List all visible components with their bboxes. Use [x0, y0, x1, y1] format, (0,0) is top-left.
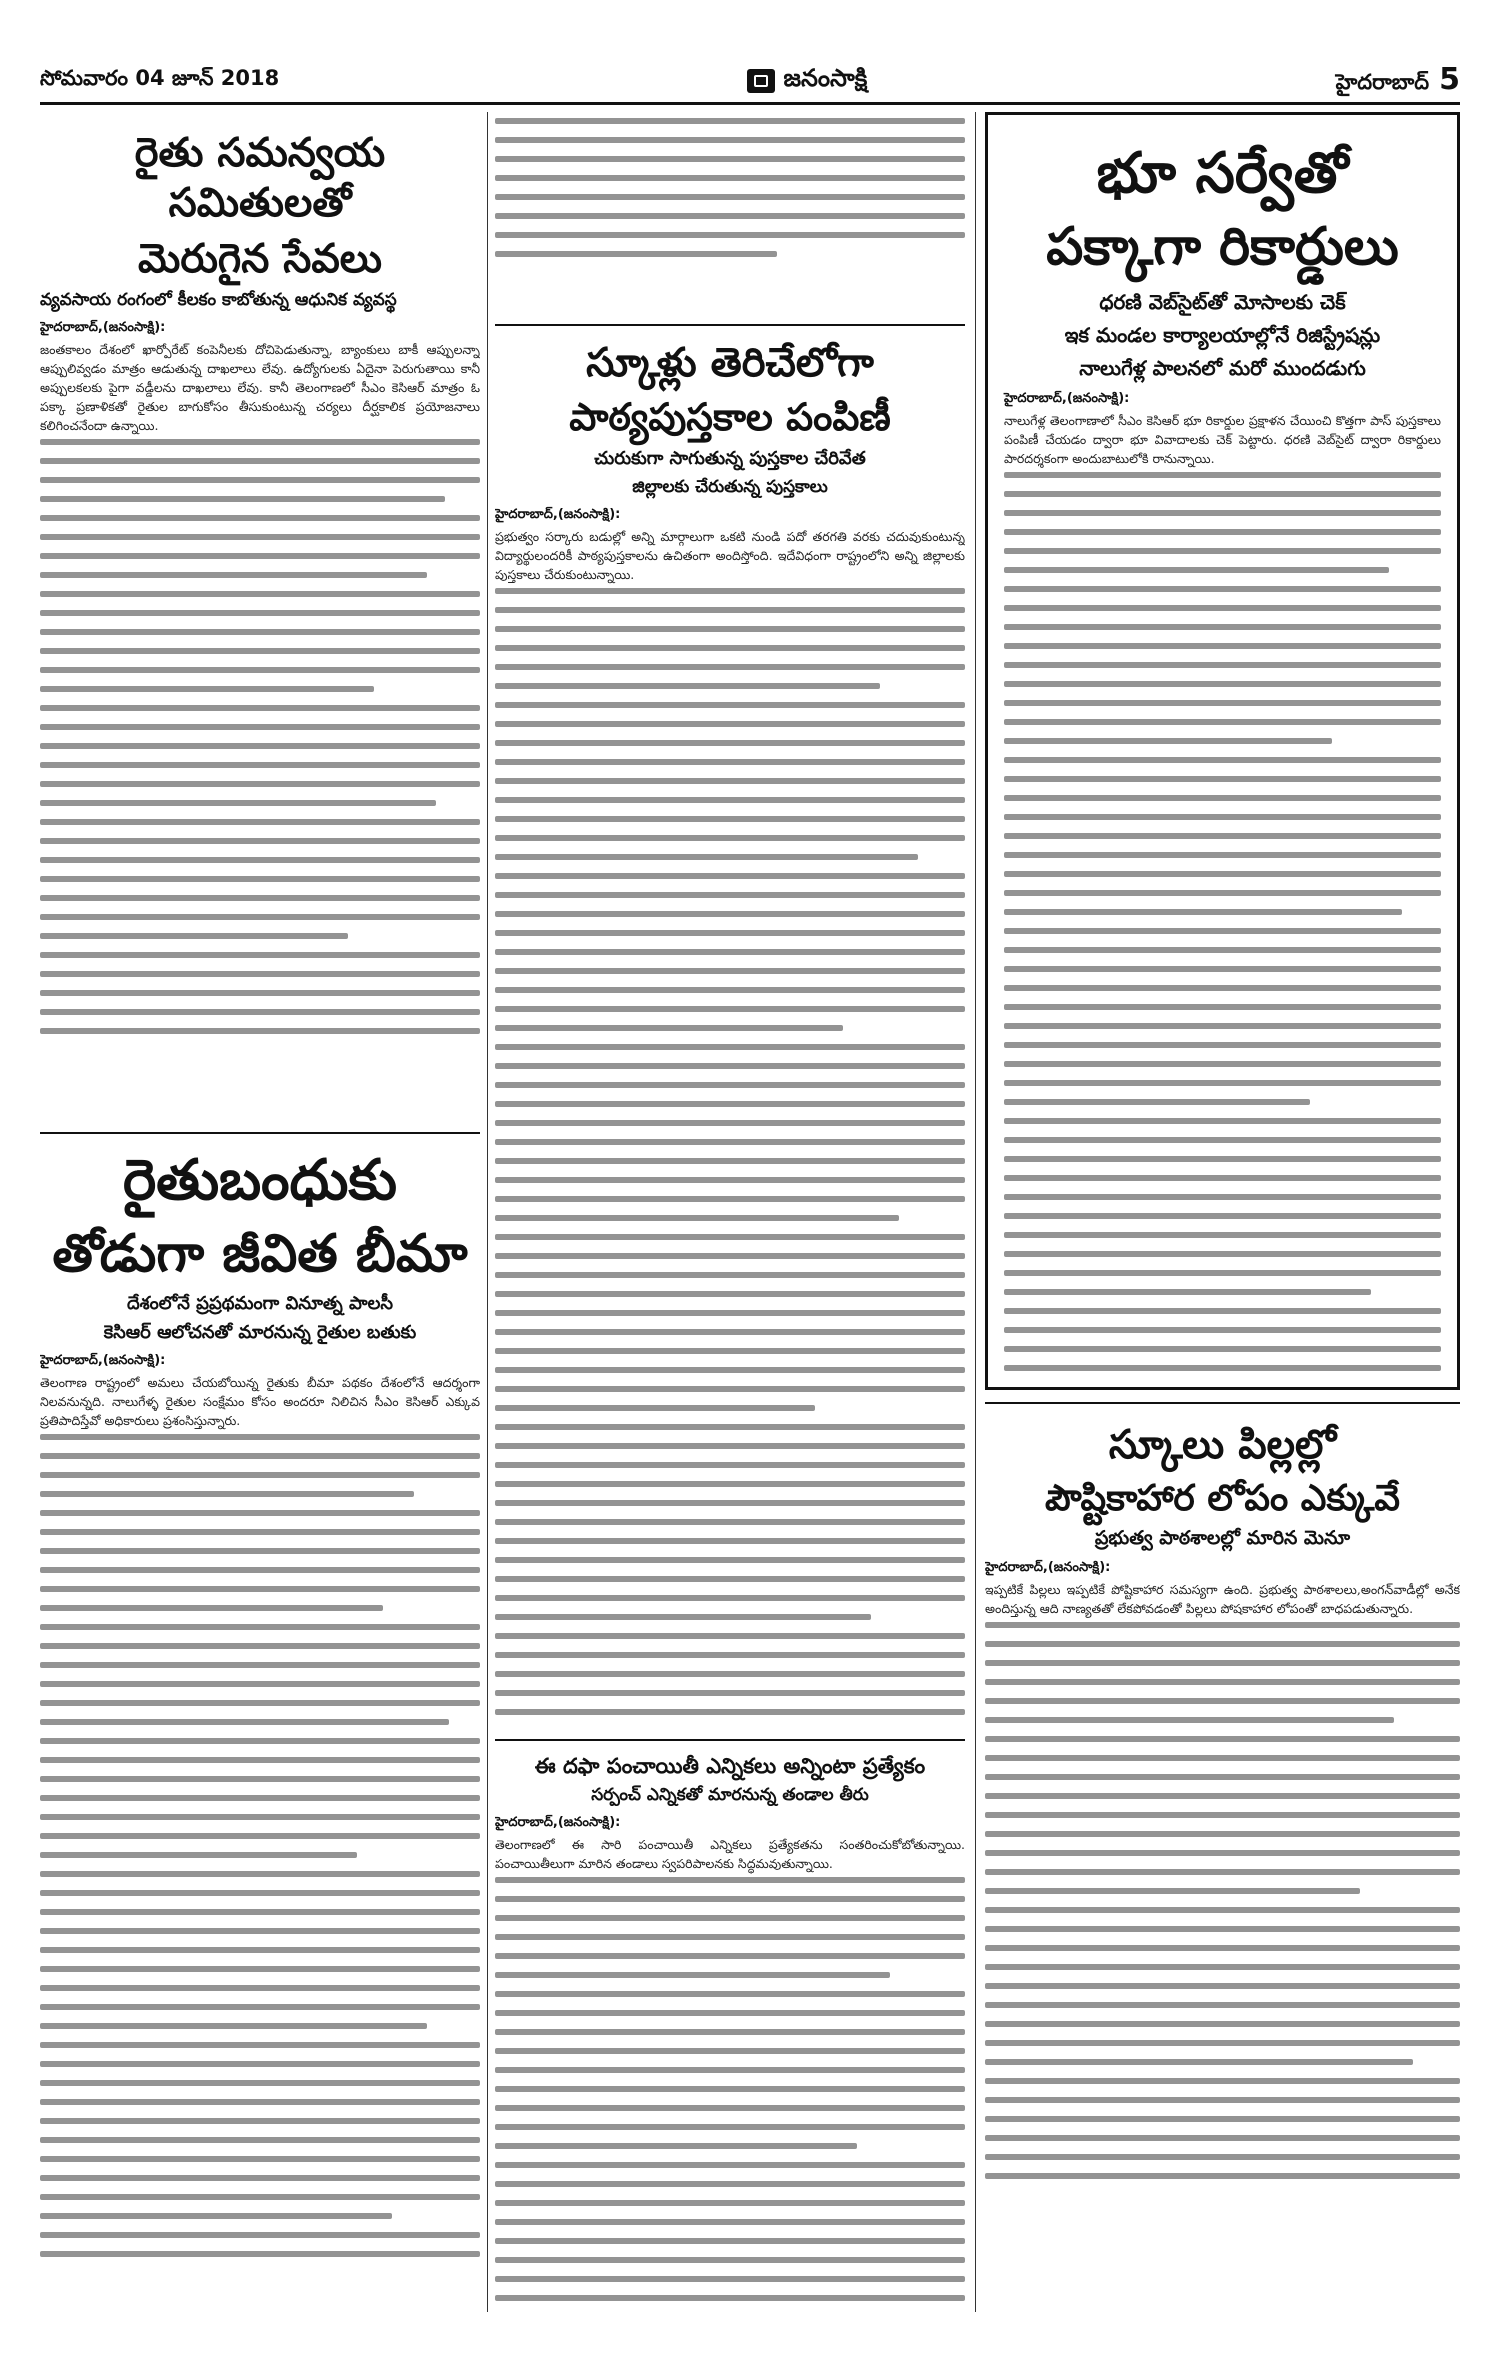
article-dateline: హైదరాబాద్,(జనంసాక్షి): — [495, 506, 621, 522]
article-body — [495, 1835, 965, 2312]
article-lead: ఇప్పటికే పిల్లలు ఇప్పటికే పోష్టికాహార సమస్యగా ఉంది. ప్రభుత్వ పాఠశాలలు,అంగన్‌వాడీల్లో అనేక అందిస్తున్న ఆది నాణ్యతతో లేకపోవడంతో పిల్లలు పోషకాహార లోపంతో బాధపడుతున్నారు. — [985, 1582, 1460, 1616]
article-dateline: హైదరాబాద్,(జనంసాక్షి): — [40, 1353, 166, 1368]
article-deck: దేశంలోనే ప్రప్రథమంగా వినూత్న పాలసీ — [126, 1293, 393, 1314]
article-text-block — [495, 1877, 965, 2312]
article-subdeck: కెసిఆర్ ఆలోచనతో మారనున్న రైతుల బతుకు — [103, 1322, 417, 1343]
edition-city: హైదరాబాద్ — [1335, 70, 1430, 94]
column-divider — [975, 112, 976, 2312]
issue-date: సోమవారం 04 జూన్ 2018 — [40, 66, 280, 90]
brand — [747, 64, 867, 98]
article-separator — [495, 1739, 965, 1741]
article-dateline: హైదరాబాద్,(జనంసాక్షి): — [985, 1560, 1111, 1575]
brand-name: జనంసాక్షి — [783, 64, 868, 92]
article-dateline: హైదరాబాద్,(జనంసాక్షి): — [495, 1814, 621, 1830]
article-deck: ఇక మండల కార్యాలయాల్లోనే రిజిస్ట్రేషన్లు — [1064, 323, 1381, 347]
article-body — [40, 340, 480, 1120]
article-headline: మెరుగైన సేవలు — [138, 236, 382, 282]
article-text-block — [985, 1622, 1460, 2179]
article-deck: ప్రభుత్వ పాఠశాలల్లో మారిన మెనూ — [1094, 1527, 1351, 1549]
article-deck: నాలుగేళ్ల పాలనలో మరో ముందడుగు — [1079, 356, 1366, 380]
article-kicker: వ్యవసాయ రంగంలో కీలకం కాబోతున్న ఆధునిక వ్యవస్థ — [40, 290, 397, 310]
article-lead: ప్రభుత్వం సర్కారు బడుల్లో అన్ని మార్గాలుగా ఒకటి నుండి పదో తరగతి వరకు చదువుకుంటున్న విద్యార్థులందరికీ పాఠ్యపుస్తకాలను ఉచితంగా అందిస్తోంది. ఇదేవిధంగా రాష్ట్రంలోని అన్ని జిల్లాలకు పుస్తకాలు చేరుకుంటున్నాయి. — [495, 528, 965, 582]
article-schools-textbooks — [495, 338, 965, 1727]
left-column — [40, 112, 480, 2312]
article-bhu-survey — [985, 112, 1460, 1390]
masthead-rule — [40, 102, 1460, 105]
article-headline: తోడుగా జీవిత బీమా — [52, 1224, 468, 1284]
article-headline: భూ సర్వేతో — [1096, 141, 1349, 206]
article-text-block — [495, 588, 965, 1715]
article-body — [495, 527, 965, 1727]
article-text-block — [40, 1434, 480, 2257]
article-separator — [495, 324, 965, 326]
article-separator — [985, 1402, 1460, 1404]
article-text-block — [495, 118, 965, 257]
article-rythu-samanvaya — [40, 128, 480, 1120]
article-deck: సర్పంచ్ ఎన్నికతో మారనున్న తండాల తీరు — [591, 1784, 869, 1805]
article-headline: ఈ దఫా పంచాయితీ ఎన్నికలు అన్నింటా ప్రత్యేకం — [534, 1753, 926, 1778]
article-body — [985, 1580, 1460, 2280]
article-headline: రైతు సమన్వయ సమితులతో — [134, 130, 386, 226]
article-deck: చురుకుగా సాగుతున్న పుస్తకాల చేరివేత — [594, 447, 866, 469]
article-continued-text — [495, 112, 965, 312]
article-text-block — [1004, 472, 1441, 1371]
article-lead: జంతకాలం దేశంలో ఖార్పోరేట్ కంపెనీలకు దోచిపెడుతున్నా, బ్యాంకులు బాకీ ఆప్పులన్నా ఆప్పులివ్వడం మాత్రం ఆడుతున్న దాఖలాలు లేవు. ఉద్యోగులకు ఏదైనా పెరుగుతాయి కానీ అప్పులకలకు పైగా వడ్డీలను దాఖలాలు లేవు. కానీ తెలంగాణలో సీఎం కెసిఆర్ మాత్రం ఓ పక్కా ప్రణాళికతో రైతుల బాగుకోసం తీసుకుంటున్న చర్యలు దీర్ఘకాలిక ప్రయోజనాలు కలిగించనేందా ఉన్నాయి. — [40, 342, 480, 433]
article-rythu-bandhu — [40, 1146, 480, 2273]
column-divider — [487, 112, 488, 2312]
article-separator — [40, 1132, 480, 1134]
article-lead: నాలుగేళ్ల తెలంగాణాలో సీఎం కెసిఆర్ భూ రికార్డుల ప్రక్షాళన చేయించి కొత్తగా పాస్ పుస్తకాలు పంపిణీ చేయడం ద్వారా భూ వివాదాలకు చెక్ పెట్టారు. ధరణి వెబ్‌సైట్ ద్వారా రికార్డులు పారదర్శకంగా అందుబాటులోకి రానున్నాయి. — [1004, 413, 1441, 466]
article-headline: పక్కాగా రికార్డులు — [1046, 217, 1399, 277]
article-text-block — [40, 439, 480, 1034]
article-school-nutrition — [985, 1420, 1460, 2280]
right-column — [985, 112, 1460, 2312]
article-dateline: హైదరాబాద్,(జనంసాక్షి): — [40, 320, 166, 335]
article-deck: ధరణి వెబ్‌సైట్‌తో మోసాలకు చెక్ — [1099, 290, 1346, 314]
article-lead: తెలంగాణ రాష్ట్రంలో అమలు చేయబోయిన్న రైతుకు బీమా పథకం దేశంలోనే ఆదర్శంగా నిలవనున్నది. నాలుగేళ్ళ రైతుల సంక్షేమం కోసం అందరూ నిలిచిన సీఎం కెసిఆర్ ఎక్కువ ప్రతిపాదిస్తేవో అధికారులు ప్రశంసిస్తున్నారు. — [40, 1375, 480, 1428]
middle-column — [495, 112, 965, 2312]
article-body — [40, 1373, 480, 2273]
article-subdeck: జిల్లాలకు చేరుతున్న పుస్తకాలు — [632, 476, 828, 497]
article-dateline: హైదరాబాద్,(జనంసాక్షి): — [1004, 391, 1130, 406]
masthead — [40, 62, 1460, 100]
article-headline: పౌష్టికాహార లోపం ఎక్కువే — [1044, 1478, 1401, 1519]
page-ref — [1336, 62, 1460, 100]
newspaper-logo-icon — [747, 69, 775, 93]
page-number: 5 — [1439, 62, 1460, 97]
article-headline: స్కూలు పిల్లల్లో — [1108, 1422, 1337, 1468]
article-lead: తెలంగాణలో ఈ సారి పంచాయితీ ఎన్నికలు ప్రత్యేకతను సంతరించుకోబోతున్నాయి. పంచాయితీలుగా మారిన తండాలు స్వపరిపాలనకు సిద్ధమవుతున్నాయి. — [495, 1836, 965, 1871]
article-panchayat — [495, 1753, 965, 2313]
article-headline: స్కూళ్లు తెరిచేలోగా — [586, 340, 874, 386]
article-headline: పాఠ్యపుస్తకాల పంపిణీ — [569, 395, 891, 439]
article-body — [1004, 411, 1441, 1371]
article-headline: రైతుబంధుకు — [122, 1148, 398, 1213]
